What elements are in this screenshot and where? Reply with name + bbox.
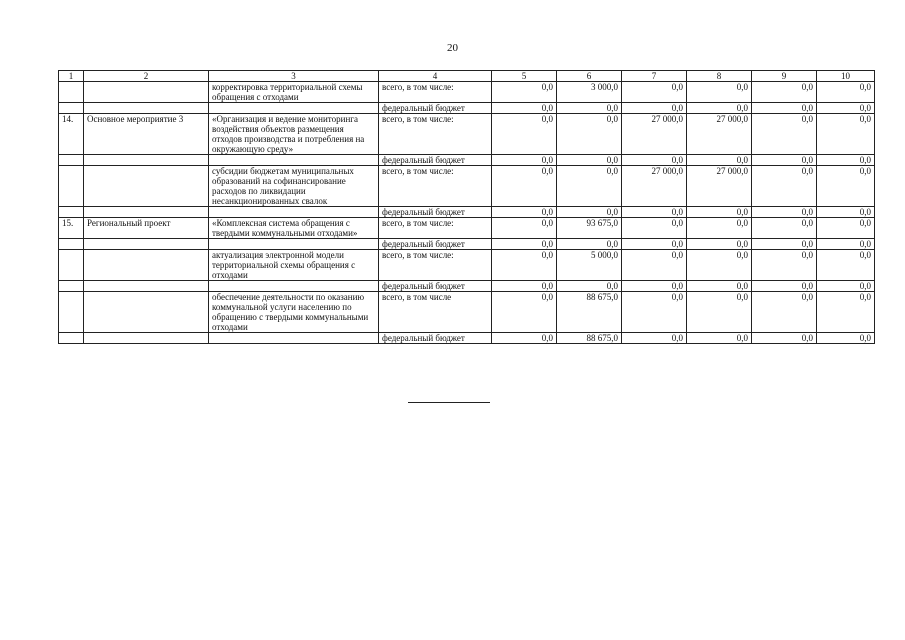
measure-name-cell xyxy=(84,207,209,218)
header-cell: 2 xyxy=(84,71,209,82)
description-cell: «Комплексная система обращения с твердыми коммунальными отходами» xyxy=(209,218,379,239)
amount-cell: 0,0 xyxy=(492,250,557,281)
description-cell xyxy=(209,239,379,250)
amount-cell: 5 000,0 xyxy=(557,250,622,281)
amount-cell: 0,0 xyxy=(752,207,817,218)
amount-cell: 0,0 xyxy=(622,333,687,344)
amount-cell: 0,0 xyxy=(817,292,875,333)
funding-source-cell: федеральный бюджет xyxy=(379,155,492,166)
amount-cell: 0,0 xyxy=(492,239,557,250)
row-number-cell xyxy=(59,239,84,250)
amount-cell: 0,0 xyxy=(817,103,875,114)
amount-cell: 0,0 xyxy=(752,155,817,166)
amount-cell: 0,0 xyxy=(557,207,622,218)
header-cell: 9 xyxy=(752,71,817,82)
description-cell: «Организация и ведение мониторинга воздействия объектов размещения отходов производства и потребления на окружающую среду» xyxy=(209,114,379,155)
page-number: 20 xyxy=(447,42,458,54)
description-cell xyxy=(209,281,379,292)
table-row xyxy=(59,333,875,344)
measure-name-cell xyxy=(84,82,209,103)
amount-cell: 0,0 xyxy=(687,333,752,344)
description-cell: обеспечение деятельности по оказанию коммунальной услуги населению по обращению с твердыми коммунальными отходами xyxy=(209,292,379,333)
amount-cell: 0,0 xyxy=(557,166,622,207)
amount-cell: 0,0 xyxy=(752,333,817,344)
funding-source-cell: всего, в том числе: xyxy=(379,250,492,281)
description-cell xyxy=(209,207,379,218)
funding-source-cell: федеральный бюджет xyxy=(379,281,492,292)
amount-cell: 88 675,0 xyxy=(557,292,622,333)
amount-cell: 0,0 xyxy=(817,250,875,281)
measure-name-cell xyxy=(84,250,209,281)
row-number-cell xyxy=(59,292,84,333)
measure-name-cell: Региональный проект xyxy=(84,218,209,239)
amount-cell: 0,0 xyxy=(622,239,687,250)
amount-cell: 0,0 xyxy=(492,207,557,218)
amount-cell: 0,0 xyxy=(622,103,687,114)
header-cell: 7 xyxy=(622,71,687,82)
row-number-cell xyxy=(59,333,84,344)
description-cell xyxy=(209,333,379,344)
amount-cell: 0,0 xyxy=(752,239,817,250)
measure-name-cell: Основное мероприятие 3 xyxy=(84,114,209,155)
table-row xyxy=(59,166,875,207)
amount-cell: 0,0 xyxy=(752,281,817,292)
row-number-cell xyxy=(59,281,84,292)
amount-cell: 0,0 xyxy=(492,82,557,103)
description-cell: субсидии бюджетам муниципальных образований на софинансирование расходов по ликвидации несанкционированных свалок xyxy=(209,166,379,207)
amount-cell: 0,0 xyxy=(492,333,557,344)
amount-cell: 0,0 xyxy=(492,218,557,239)
amount-cell: 0,0 xyxy=(622,207,687,218)
amount-cell: 0,0 xyxy=(557,103,622,114)
amount-cell: 0,0 xyxy=(687,82,752,103)
amount-cell: 0,0 xyxy=(752,250,817,281)
table-row xyxy=(59,281,875,292)
measure-name-cell xyxy=(84,292,209,333)
amount-cell: 0,0 xyxy=(687,218,752,239)
table-header-row xyxy=(59,71,875,82)
row-number-cell xyxy=(59,166,84,207)
amount-cell: 27 000,0 xyxy=(687,166,752,207)
amount-cell: 0,0 xyxy=(752,292,817,333)
funding-source-cell: всего, в том числе: xyxy=(379,166,492,207)
amount-cell: 0,0 xyxy=(817,333,875,344)
amount-cell: 0,0 xyxy=(622,155,687,166)
funding-source-cell: федеральный бюджет xyxy=(379,239,492,250)
amount-cell: 0,0 xyxy=(752,166,817,207)
amount-cell: 0,0 xyxy=(687,207,752,218)
table-row xyxy=(59,207,875,218)
amount-cell: 27 000,0 xyxy=(622,114,687,155)
description-cell xyxy=(209,155,379,166)
description-cell xyxy=(209,103,379,114)
end-divider-line xyxy=(408,402,490,403)
amount-cell: 0,0 xyxy=(817,207,875,218)
amount-cell: 0,0 xyxy=(752,103,817,114)
amount-cell: 0,0 xyxy=(752,82,817,103)
measure-name-cell xyxy=(84,239,209,250)
amount-cell: 0,0 xyxy=(687,292,752,333)
amount-cell: 0,0 xyxy=(622,218,687,239)
funding-source-cell: федеральный бюджет xyxy=(379,103,492,114)
amount-cell: 0,0 xyxy=(492,281,557,292)
row-number-cell xyxy=(59,155,84,166)
amount-cell: 0,0 xyxy=(687,250,752,281)
amount-cell: 0,0 xyxy=(817,114,875,155)
amount-cell: 0,0 xyxy=(752,218,817,239)
table-row xyxy=(59,155,875,166)
amount-cell: 0,0 xyxy=(687,239,752,250)
amount-cell: 88 675,0 xyxy=(557,333,622,344)
funding-source-cell: всего, в том числе: xyxy=(379,82,492,103)
amount-cell: 27 000,0 xyxy=(687,114,752,155)
row-number-cell xyxy=(59,250,84,281)
budget-table xyxy=(58,70,875,344)
amount-cell: 0,0 xyxy=(817,218,875,239)
amount-cell: 0,0 xyxy=(687,281,752,292)
measure-name-cell xyxy=(84,155,209,166)
amount-cell: 0,0 xyxy=(817,82,875,103)
amount-cell: 0,0 xyxy=(557,239,622,250)
table-row xyxy=(59,292,875,333)
amount-cell: 93 675,0 xyxy=(557,218,622,239)
amount-cell: 0,0 xyxy=(492,292,557,333)
row-number-cell xyxy=(59,103,84,114)
amount-cell: 0,0 xyxy=(622,250,687,281)
header-cell: 8 xyxy=(687,71,752,82)
funding-source-cell: всего, в том числе: xyxy=(379,114,492,155)
amount-cell: 0,0 xyxy=(492,155,557,166)
funding-source-cell: федеральный бюджет xyxy=(379,207,492,218)
table-row xyxy=(59,114,875,155)
amount-cell: 0,0 xyxy=(557,114,622,155)
amount-cell: 0,0 xyxy=(557,155,622,166)
row-number-cell: 14. xyxy=(59,114,84,155)
amount-cell: 0,0 xyxy=(622,292,687,333)
amount-cell: 0,0 xyxy=(687,103,752,114)
amount-cell: 0,0 xyxy=(492,103,557,114)
description-cell: корректировка территориальной схемы обращения с отходами xyxy=(209,82,379,103)
funding-source-cell: федеральный бюджет xyxy=(379,333,492,344)
measure-name-cell xyxy=(84,333,209,344)
row-number-cell: 15. xyxy=(59,218,84,239)
row-number-cell xyxy=(59,207,84,218)
amount-cell: 3 000,0 xyxy=(557,82,622,103)
table-row xyxy=(59,218,875,239)
measure-name-cell xyxy=(84,281,209,292)
measure-name-cell xyxy=(84,103,209,114)
header-cell: 10 xyxy=(817,71,875,82)
amount-cell: 0,0 xyxy=(557,281,622,292)
header-cell: 4 xyxy=(379,71,492,82)
amount-cell: 0,0 xyxy=(492,114,557,155)
description-cell: актуализация электронной модели территориальной схемы обращения с отходами xyxy=(209,250,379,281)
header-cell: 1 xyxy=(59,71,84,82)
amount-cell: 27 000,0 xyxy=(622,166,687,207)
header-cell: 6 xyxy=(557,71,622,82)
amount-cell: 0,0 xyxy=(817,281,875,292)
amount-cell: 0,0 xyxy=(817,239,875,250)
measure-name-cell xyxy=(84,166,209,207)
amount-cell: 0,0 xyxy=(817,155,875,166)
table-row xyxy=(59,103,875,114)
funding-source-cell: всего, в том числе xyxy=(379,292,492,333)
amount-cell: 0,0 xyxy=(622,281,687,292)
amount-cell: 0,0 xyxy=(687,155,752,166)
amount-cell: 0,0 xyxy=(622,82,687,103)
amount-cell: 0,0 xyxy=(817,166,875,207)
amount-cell: 0,0 xyxy=(752,114,817,155)
table-row xyxy=(59,250,875,281)
amount-cell: 0,0 xyxy=(492,166,557,207)
table-row xyxy=(59,239,875,250)
funding-source-cell: всего, в том числе: xyxy=(379,218,492,239)
header-cell: 3 xyxy=(209,71,379,82)
row-number-cell xyxy=(59,82,84,103)
table-row xyxy=(59,82,875,103)
header-cell: 5 xyxy=(492,71,557,82)
